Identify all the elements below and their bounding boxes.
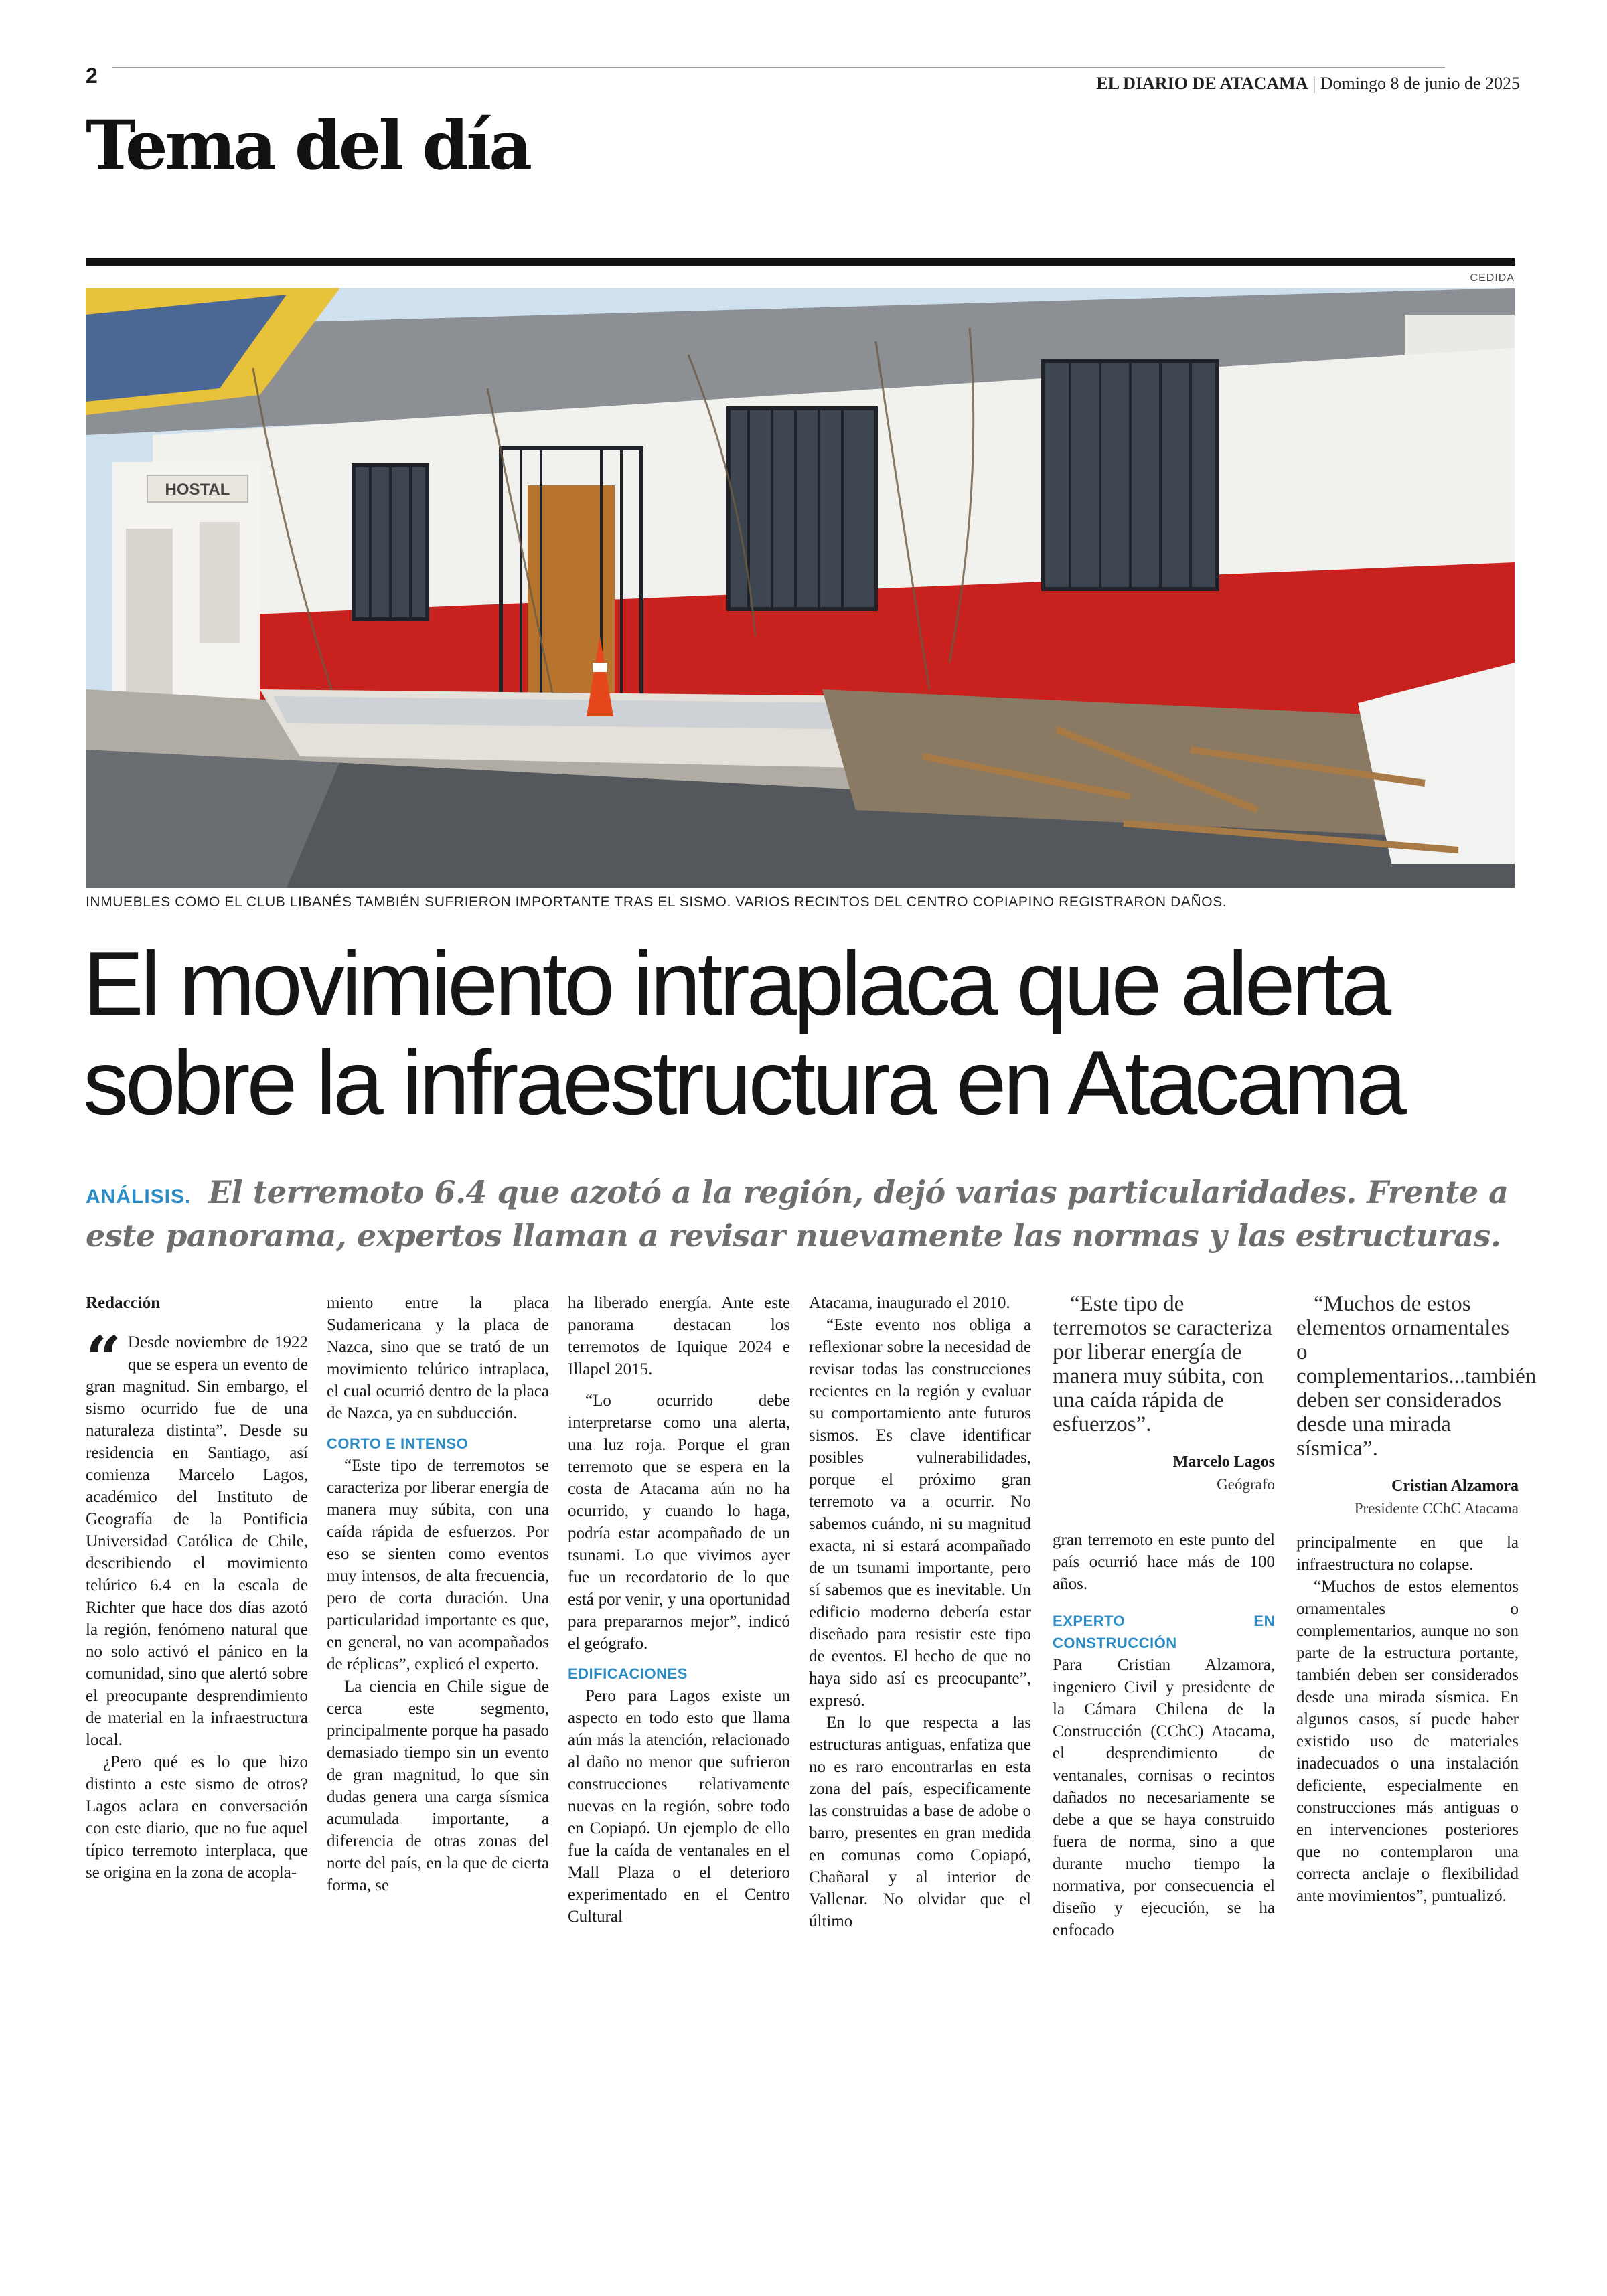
body-paragraph: “Este tipo de terremotos se caracteriza por liberar energía de manera muy súbita, con una caída rápida de esfuerzos. Por eso se sienten como eventos muy intensos, de alta frecuencia, pero de corta duración. Una particularidad importante es que, en general, no van acompañados de réplicas”, explicó el experto.: [327, 1457, 549, 1673]
subhead-corto-e-intenso: CORTO E INTENSO: [327, 1435, 469, 1452]
article-column-2: [327, 1292, 549, 1896]
quote-attribution-role: Presidente CChC Atacama: [1354, 1500, 1519, 1517]
body-paragraph: “Lo ocurrido debe interpretarse como una alerta, una luz roja. Porque el gran terremoto que se espera en la costa de Atacama aún no ha ocurrido, y cuando lo haga, podría estar acompañado de un tsunami. Lo que vivimos ayer fue un recordatorio de lo que está por venir, y una oportunidad para prepararnos mejor”, indicó el geógrafo.: [568, 1392, 790, 1653]
body-paragraph: Atacama, inaugurado el 2010.: [809, 1294, 1010, 1312]
article-column-6: [1296, 1292, 1537, 1907]
article-column-4: [809, 1292, 1031, 1933]
lead-paragraph: [86, 1323, 308, 1751]
photo-credit: CEDIDA: [1470, 272, 1515, 284]
article-deck: [86, 1173, 1519, 1255]
body-paragraph: principalmente en que la infraestructura no colapse.: [1296, 1534, 1519, 1574]
drop-quote-mark: “: [86, 1323, 121, 1395]
quote-attribution-name: Marcelo Lagos: [1172, 1453, 1275, 1471]
article-column-3: [568, 1292, 790, 1928]
pull-quote-lagos: “Este tipo de terremotos se caracteriza por liberar energía de manera muy súbita, con una caída rápida de esfuerzos”.: [1053, 1292, 1272, 1437]
body-paragraph: miento entre la placa Sudamericana y la placa de Nazca, sino que se trató de un movimiento telúrico intraplaca, el cual ocurrió dentro de la placa de Nazca, ya en subducción.: [327, 1294, 549, 1422]
section-rule: [86, 258, 1515, 266]
body-paragraph: Pero para Lagos existe un aspecto en todo esto que llama aún más la atención, relacionado al daño no menor que sufrieron construcciones relativamente nuevas en la región, sobre todo en Copiapó. Un ejemplo de ello fue la caída de ventanales en el Mall Plaza o el deterioro experimentado en el Centro Cultural: [568, 1687, 790, 1926]
damaged-building-illustration: [86, 288, 1515, 888]
byline: Redacción: [86, 1294, 161, 1312]
masthead: [1096, 74, 1520, 94]
section-title: Tema del día: [86, 106, 530, 185]
publication-name: EL DIARIO DE ATACAMA: [1096, 74, 1308, 93]
headline-line-1: El movimiento intraplaca que alerta: [83, 932, 1389, 1034]
body-paragraph: En lo que respecta a las estructuras antiguas, enfatiza que no es raro encontrarlas en esta zona del país, especificamente las construidas a base de adobe o barro, presentes en gran medida en comunas como Copiapó, Chañaral y al interior de Vallenar. No olvidar que el último: [809, 1714, 1031, 1931]
publication-date: Domingo 8 de junio de 2025: [1320, 74, 1520, 93]
body-paragraph: gran terremoto en este punto del país ocurrió hace más de 100 años.: [1053, 1531, 1275, 1593]
masthead-separator: |: [1312, 74, 1316, 93]
quote-attribution-role: Geógrafo: [1217, 1476, 1275, 1493]
body-paragraph: Para Cristian Alzamora, ingeniero Civil y presidente de la Cámara Chilena de la Construcción (CChC) Atacama, el desprendimiento de ventanales, cornisas o recintos dañados no necesariamente se debe a que se haya construido fuera de norma, sino a que durante mucho tiempo la normativa, por consecuencia el diseño y ejecución, se ha enfocado: [1053, 1656, 1275, 1939]
deck-kicker: ANÁLISIS.: [86, 1185, 192, 1208]
quote-attribution-name: Cristian Alzamora: [1391, 1477, 1519, 1495]
photo-caption: INMUEBLES COMO EL CLUB LIBANÉS TAMBIÉN SUFRIERON IMPORTANTE TRAS EL SISMO. VARIOS RECINTOS DEL CENTRO COPIAPINO REGISTRARON DAÑOS.: [86, 894, 1227, 910]
article-column-1: [86, 1292, 308, 1884]
page-number: 2: [86, 64, 98, 88]
headline-line-2: sobre la infraestructura en Atacama: [83, 1032, 1403, 1133]
subhead-edificaciones: EDIFICACIONES: [568, 1665, 688, 1682]
lead-text: Desde noviembre de 1922 que se espera un evento de gran magnitud. Sin embargo, el sismo ocurrido fue de una naturaleza distinta”. Desde su residencia en Santiago, así comienza Marcelo Lagos, académico del Instituto de Geografía de la Pontificia Universidad Católica de Chile, describiendo el movimiento telúrico 6.4 en la escala de Richter que hace dos días azotó la región, fenómeno natural que no solo activó el pánico en la comunidad, sino que alertó sobre el preocupante desprendimiento de material en la infraestructura local.: [86, 1333, 308, 1749]
body-paragraph: La ciencia en Chile sigue de cerca este segmento, principalmente porque ha pasado demasiado tiempo sin un evento de gran magnitud, lo que sin dudas genera una carga sísmica acumulada importante, a diferencia de otras zonas del norte del país, en la que de cierta forma, se: [327, 1677, 549, 1894]
body-paragraph: “Muchos de estos elementos ornamentales o complementarios, aunque no son parte de la estructura portante, también deben ser considerados desde una mirada sísmica. En algunos casos, sí puede haber existido uso de materiales inadecuados o una instalación deficiente, especialmente en construcciones más antiguas o en intervenciones posteriores que no contemplaron una correcta anclaje o flexibilidad ante movimientos”, puntualizó.: [1296, 1578, 1519, 1905]
article-column-5: [1053, 1292, 1275, 1941]
pull-quote-alzamora: “Muchos de estos elementos ornamentales o complementarios...también deben ser considerados desde una mirada sísmica”.: [1296, 1292, 1537, 1461]
article-headline: [83, 934, 1523, 1132]
subhead-experto-en-construccion: EXPERTO EN CONSTRUCCIÓN: [1053, 1613, 1275, 1651]
body-paragraph: “Este evento nos obliga a reflexionar sobre la necesidad de revisar todas las construcciones recientes en la región y evaluar su comportamiento ante futuros sismos. Es clave identificar posibles vulnerabilidades, porque el próximo gran terremoto va a ocurrir. No sabemos cuándo, ni su magnitud exacta, ni si estará acompañado de un tsunami importante, pero sí sabemos que es inevitable. Un edificio moderno debería estar diseñado para resistir este tipo de eventos. El hecho de que no haya sido así es preocupante”, expresó.: [809, 1316, 1031, 1710]
body-paragraph: ha liberado energía. Ante este panorama destacan los terremotos de Iquique 2024 e Illapel 2015.: [568, 1294, 790, 1378]
deck-text: El terremoto 6.4 que azotó a la región, dejó varias particularidades. Frente a este panorama, expertos llaman a revisar nuevamente las normas y las estructuras.: [86, 1174, 1509, 1254]
hostal-sign: HOSTAL: [165, 481, 230, 499]
body-paragraph: ¿Pero qué es lo que hizo distinto a este sismo de otros? Lagos aclara en conversación con este diario, que no fue aquel típico terremoto interplaca, que se origina en la zona de acopla-: [86, 1753, 308, 1882]
top-rule: [112, 67, 1445, 68]
article-photo: [86, 288, 1515, 888]
